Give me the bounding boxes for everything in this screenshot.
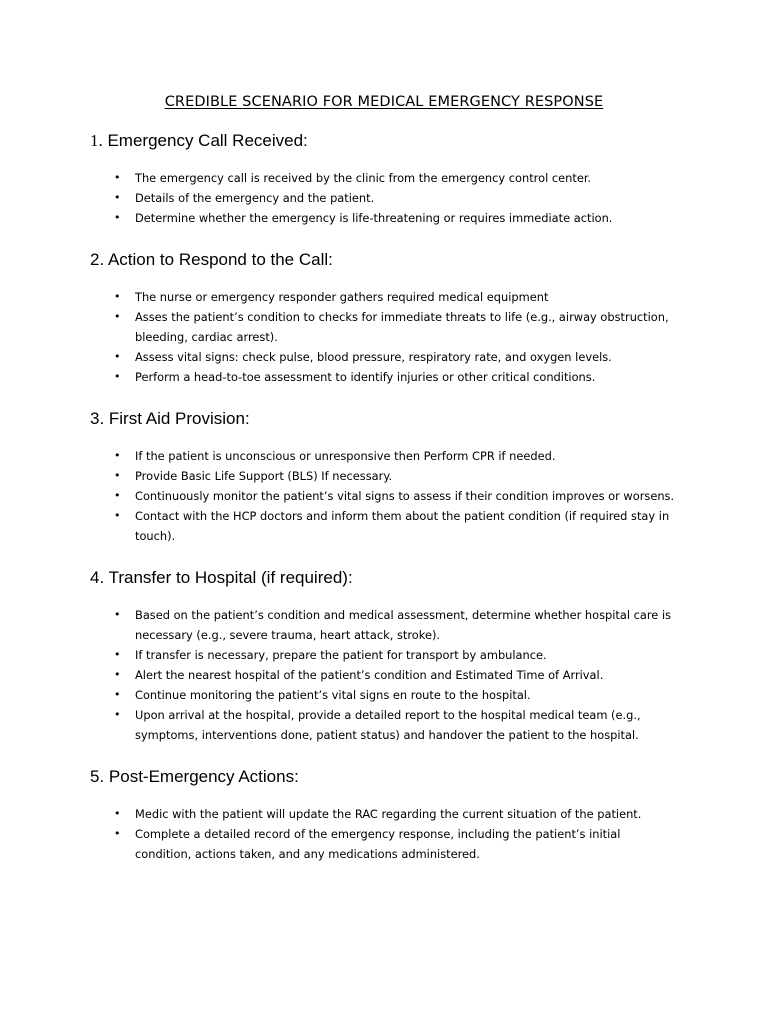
section-title: Emergency Call Received: bbox=[102, 131, 308, 150]
bullet-icon: • bbox=[114, 608, 121, 621]
bullet-list bbox=[90, 168, 690, 228]
bullet-icon: • bbox=[114, 648, 121, 661]
bullet-icon: • bbox=[114, 688, 121, 701]
bullet-icon: • bbox=[114, 370, 121, 383]
list-item: • Continuously monitor the patient’s vital signs to assess if their condition improves or worsens. bbox=[90, 486, 675, 506]
list-item: • Asses the patient’s condition to checks for immediate threats to life (e.g., airway obstruction, bleeding, cardiac arrest). bbox=[90, 307, 675, 347]
section-title: 4. Transfer to Hospital (if required): bbox=[90, 568, 353, 587]
bullet-icon: • bbox=[114, 708, 121, 721]
list-item: • Determine whether the emergency is life-threatening or requires immediate action. bbox=[90, 208, 675, 228]
list-item: • Complete a detailed record of the emergency response, including the patient’s initial condition, actions taken, and any medications administered. bbox=[90, 824, 675, 864]
bullet-icon: • bbox=[114, 310, 121, 323]
section-heading bbox=[90, 130, 690, 152]
section-heading bbox=[90, 249, 690, 271]
list-item: • Assess vital signs: check pulse, blood pressure, respiratory rate, and oxygen levels. bbox=[90, 347, 675, 367]
bullet-icon: • bbox=[114, 290, 121, 303]
list-item: • Upon arrival at the hospital, provide a detailed report to the hospital medical team (e.g., symptoms, interventions done, patient status) and handover the patient to the hospital. bbox=[90, 705, 675, 745]
list-item: • If transfer is necessary, prepare the patient for transport by ambulance. bbox=[90, 645, 675, 665]
list-item: • If the patient is unconscious or unresponsive then Perform CPR if needed. bbox=[90, 446, 675, 466]
bullet-icon: • bbox=[114, 469, 121, 482]
section-post-emergency bbox=[90, 766, 690, 864]
section-number: 1. bbox=[90, 131, 103, 150]
bullet-icon: • bbox=[114, 449, 121, 462]
document-title: CREDIBLE SCENARIO FOR MEDICAL EMERGENCY RESPONSE bbox=[164, 94, 604, 110]
section-heading bbox=[90, 408, 690, 430]
list-item: • Contact with the HCP doctors and inform them about the patient condition (if required stay in touch). bbox=[90, 506, 675, 546]
list-item: • Medic with the patient will update the RAC regarding the current situation of the patient. bbox=[90, 804, 675, 824]
section-first-aid bbox=[90, 408, 690, 546]
list-item: • Based on the patient’s condition and medical assessment, determine whether hospital care is necessary (e.g., severe trauma, heart attack, stroke). bbox=[90, 605, 675, 645]
bullet-icon: • bbox=[114, 211, 121, 224]
bullet-icon: • bbox=[114, 489, 121, 502]
bullet-list bbox=[90, 605, 690, 745]
list-item: • Provide Basic Life Support (BLS) If necessary. bbox=[90, 466, 675, 486]
bullet-icon: • bbox=[114, 827, 121, 840]
section-title: 2. Action to Respond to the Call: bbox=[90, 250, 333, 269]
section-title: 3. First Aid Provision: bbox=[90, 409, 250, 428]
list-item: • Details of the emergency and the patient. bbox=[90, 188, 675, 208]
list-item: • Alert the nearest hospital of the patient’s condition and Estimated Time of Arrival. bbox=[90, 665, 675, 685]
section-action-respond bbox=[90, 249, 690, 387]
section-transfer-hospital bbox=[90, 567, 690, 745]
bullet-icon: • bbox=[114, 191, 121, 204]
bullet-icon: • bbox=[114, 807, 121, 820]
bullet-icon: • bbox=[114, 350, 121, 363]
bullet-icon: • bbox=[114, 171, 121, 184]
list-item: • The emergency call is received by the clinic from the emergency control center. bbox=[90, 168, 675, 188]
bullet-list bbox=[90, 287, 690, 387]
section-heading bbox=[90, 567, 690, 589]
list-item: • The nurse or emergency responder gathers required medical equipment bbox=[90, 287, 675, 307]
bullet-list bbox=[90, 446, 690, 546]
list-item: • Perform a head-to-toe assessment to identify injuries or other critical conditions. bbox=[90, 367, 675, 387]
bullet-icon: • bbox=[114, 668, 121, 681]
section-title: 5. Post-Emergency Actions: bbox=[90, 767, 299, 786]
bullet-list bbox=[90, 804, 690, 864]
section-emergency-call bbox=[90, 130, 690, 228]
bullet-icon: • bbox=[114, 509, 121, 522]
list-item: • Continue monitoring the patient’s vital signs en route to the hospital. bbox=[90, 685, 675, 705]
section-heading bbox=[90, 766, 690, 788]
